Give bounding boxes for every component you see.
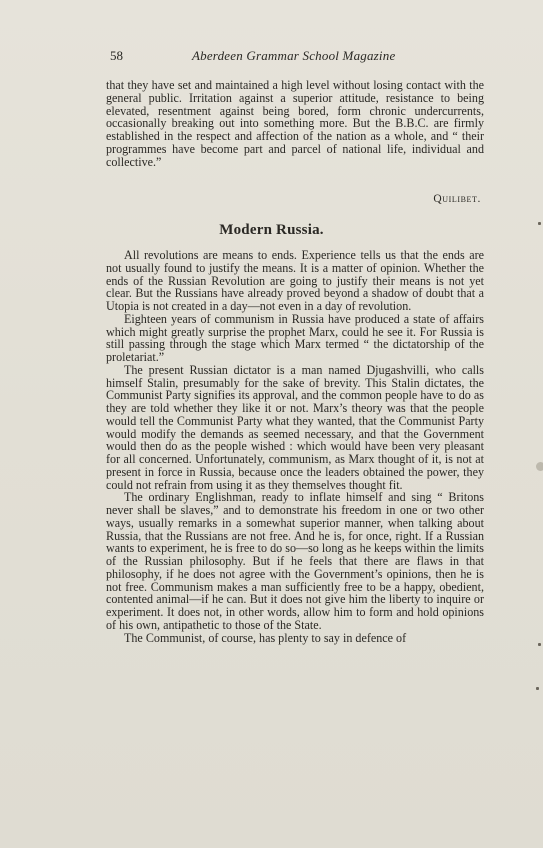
binding-hole: [536, 462, 543, 471]
article-paragraph: The ordinary Englishman, ready to inflate himself and sing “ Britons never shall be slaves,” and to demonstrate his freedom in one or two other ways, usually remarks in a somewhat superior manner, when talking about Russia, that the Russians are not free. And he is, for once, right. If a Russian wants to experiment, he is free to do so—so long as he keeps within the limits of the Russian philosophy. But if he feels that there are flaws in that philosophy, if he does not agree with the Government’s opinions, then he is not free. Communism makes a man sufficiently free to be a happy, obedient, contented animal—if he can. But it does not give him the liberty to inquire or experiment. It does not, in other words, allow him to form and hold opinions of his own, antipathetic to those of the State.: [106, 490, 484, 632]
page-header: [110, 48, 440, 66]
margin-mark: [536, 687, 539, 690]
margin-mark: [538, 643, 541, 646]
article-title: Modern Russia.: [219, 222, 324, 238]
running-title: Aberdeen Grammar School Magazine: [192, 48, 396, 63]
author-signature: Quilibet.: [433, 193, 481, 205]
article-paragraph: All revolutions are means to ends. Experience tells us that the ends are not usually found to justify the means. It is a matter of opinion. Whether the ends of the Russian Revolution are going to justify their means is not yet clear. But the Russians have already proved beyond a shadow of doubt that a Utopia is not created in a day—not even in a day of revolution.: [106, 248, 484, 313]
article-body: [106, 249, 484, 644]
margin-mark: [538, 222, 541, 225]
intro-paragraph: that they have set and maintained a high level without losing contact with the general public. Irritation against a superior attitude, resistance to being elevated, resentment against being bored, form chronic undercurrents, occasionally breaking out into something more. But the B.B.C. are firmly established in the respect and affection of the nation as a whole, and “ their programmes have become part and parcel of national life, individual and collective.”: [106, 78, 484, 169]
article-paragraph: The Communist, of course, has plenty to say in defence of: [124, 630, 407, 645]
page-number: 58: [110, 48, 123, 63]
intro-text: [106, 79, 484, 168]
article-paragraph: Eighteen years of communism in Russia have produced a state of affairs which might greatly surprise the prophet Marx, could he see it. For Russia is still passing through the stage which Marx termed “ the dictatorship of the proletariat.”: [106, 311, 484, 364]
article-paragraph: The present Russian dictator is a man named Djugashvilli, who calls himself Stalin, presumably for the sake of brevity. This Stalin dictates, the Communist Party signifies its approval, and the common people have to do as they are told whether they like it or not. Marx’s theory was that the people would tell the Communist Party what they wanted, that the Communist Party would modify the demands as seemed necessary, and that the Government would then do as the people wished : which would have been very pleasant for all concerned. Unfortunately, communism, as Marx thought of it, is not at present in force in Russia, because once the leaders obtained the power, they could not refrain from using it as they themselves thought fit.: [106, 362, 484, 492]
